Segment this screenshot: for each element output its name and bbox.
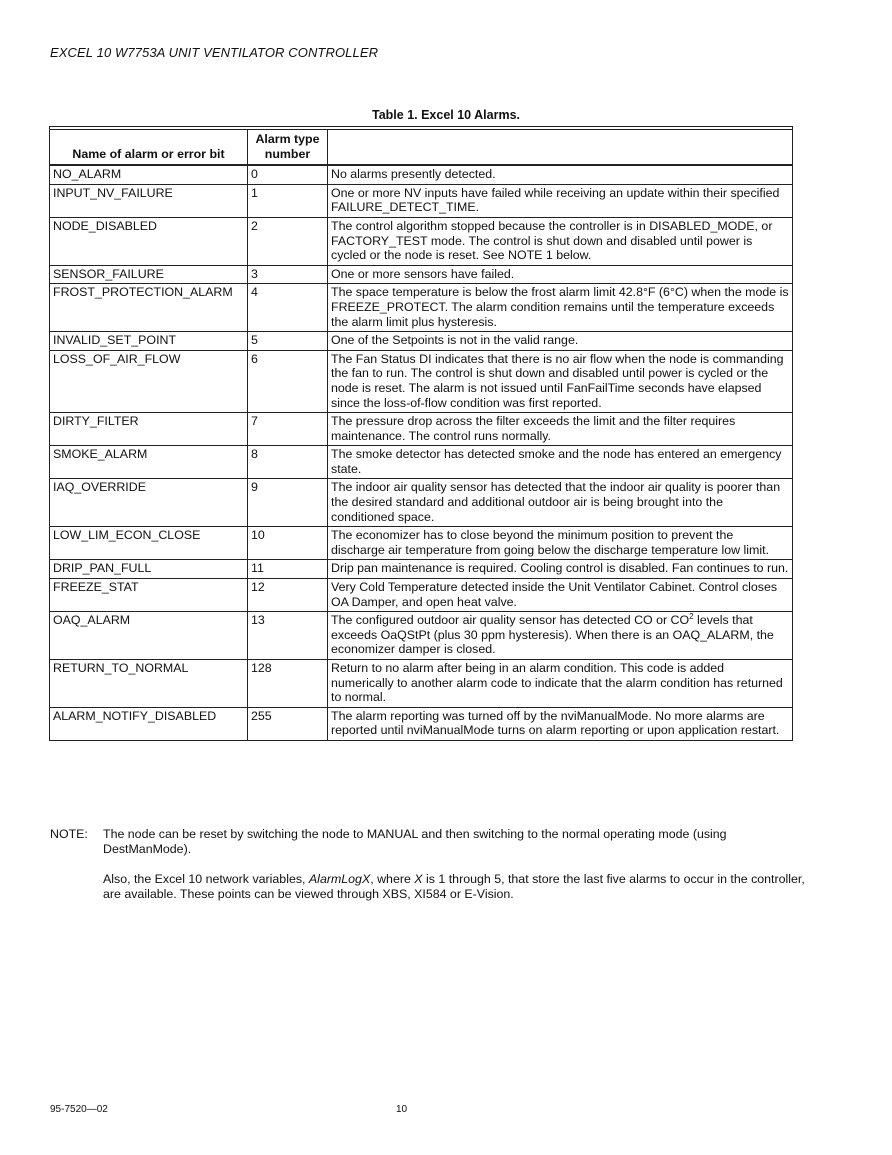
alarm-name: ALARM_NOTIFY_DISABLED bbox=[50, 707, 248, 740]
alarm-number: 13 bbox=[248, 612, 328, 660]
alarm-description: One of the Setpoints is not in the valid range. bbox=[328, 332, 793, 351]
alarm-number: 3 bbox=[248, 265, 328, 284]
alarm-description: One or more sensors have failed. bbox=[328, 265, 793, 284]
alarm-name: SMOKE_ALARM bbox=[50, 446, 248, 479]
table-row bbox=[50, 660, 793, 708]
alarm-description: The control algorithm stopped because the controller is in DISABLED_MODE, or FACTORY_TEST mode. The control is shut down and disabled until power is cycled or the node is reset. See NOTE 1 below. bbox=[328, 217, 793, 265]
column-header-description bbox=[328, 130, 793, 166]
alarm-name: SENSOR_FAILURE bbox=[50, 265, 248, 284]
alarm-description: The space temperature is below the frost alarm limit 42.8°F (6°C) when the mode is FREEZE_PROTECT. The alarm condition remains until the temperature exceeds the alarm limit plus hysteresis. bbox=[328, 284, 793, 332]
alarm-number: 11 bbox=[248, 560, 328, 579]
table-row bbox=[50, 579, 793, 612]
alarm-name: OAQ_ALARM bbox=[50, 612, 248, 660]
alarm-number: 1 bbox=[248, 184, 328, 217]
note-2-text: Also, the Excel 10 network variables, bbox=[103, 872, 309, 886]
alarm-description: The Fan Status DI indicates that there is no air flow when the node is commanding the fan to run. The control is shut down and disabled until power is cycled or the node is reset. The alarm is not issued until FanFailTime seconds have elapsed since the loss-of-flow condition was first reported. bbox=[328, 350, 793, 412]
alarm-number: 0 bbox=[248, 165, 328, 184]
alarm-name: FREEZE_STAT bbox=[50, 579, 248, 612]
alarm-name: RETURN_TO_NORMAL bbox=[50, 660, 248, 708]
note-label: NOTE: bbox=[50, 827, 88, 841]
alarm-description: Very Cold Temperature detected inside the Unit Ventilator Cabinet. Control closes OA Damper, and open heat valve. bbox=[328, 579, 793, 612]
alarm-number: 4 bbox=[248, 284, 328, 332]
alarm-number: 7 bbox=[248, 413, 328, 446]
alarm-number: 128 bbox=[248, 660, 328, 708]
table-row bbox=[50, 560, 793, 579]
alarm-name: IAQ_OVERRIDE bbox=[50, 479, 248, 527]
table-row bbox=[50, 707, 793, 740]
alarm-description: One or more NV inputs have failed while receiving an update within their specified FAILURE_DETECT_TIME. bbox=[328, 184, 793, 217]
table-title: Table 1. Excel 10 Alarms. bbox=[372, 108, 520, 122]
page-number: 10 bbox=[396, 1104, 408, 1115]
alarm-number: 12 bbox=[248, 579, 328, 612]
column-header-number: Alarm type number bbox=[248, 130, 328, 166]
alarms-table bbox=[49, 126, 793, 741]
note-2-variable: X bbox=[414, 872, 423, 886]
alarm-name: LOW_LIM_ECON_CLOSE bbox=[50, 527, 248, 560]
note-2-variable: AlarmLogX bbox=[308, 872, 371, 886]
alarm-name: NODE_DISABLED bbox=[50, 217, 248, 265]
table-row bbox=[50, 527, 793, 560]
note-2-text: is 1 through 5, that store the last five alarms to occur in the controller, are available. These points can be viewed through XBS, XI584 or E-Vision. bbox=[103, 872, 805, 901]
table-row bbox=[50, 612, 793, 660]
table-row bbox=[50, 184, 793, 217]
table-row bbox=[50, 413, 793, 446]
alarm-number: 2 bbox=[248, 217, 328, 265]
alarm-description: Drip pan maintenance is required. Cooling control is disabled. Fan continues to run. bbox=[328, 560, 793, 579]
notes-section bbox=[50, 827, 810, 902]
alarm-description: The indoor air quality sensor has detected that the indoor air quality is poorer than the desired standard and additional outdoor air is being brought into the conditioned space. bbox=[328, 479, 793, 527]
alarm-name: DIRTY_FILTER bbox=[50, 413, 248, 446]
alarm-description: Return to no alarm after being in an alarm condition. This code is added numerically to another alarm code to indicate that the alarm condition has returned to normal. bbox=[328, 660, 793, 708]
alarm-number: 10 bbox=[248, 527, 328, 560]
alarm-number: 6 bbox=[248, 350, 328, 412]
alarm-name: INPUT_NV_FAILURE bbox=[50, 184, 248, 217]
alarm-name: NO_ALARM bbox=[50, 165, 248, 184]
alarm-number: 5 bbox=[248, 332, 328, 351]
alarm-description: No alarms presently detected. bbox=[328, 165, 793, 184]
table-row bbox=[50, 265, 793, 284]
note-2-text: , where bbox=[370, 872, 415, 886]
alarm-number: 9 bbox=[248, 479, 328, 527]
note-2 bbox=[103, 872, 810, 902]
alarm-name: FROST_PROTECTION_ALARM bbox=[50, 284, 248, 332]
alarm-description: The pressure drop across the filter exceeds the limit and the filter requires maintenance. The control runs normally. bbox=[328, 413, 793, 446]
table-row bbox=[50, 284, 793, 332]
table-row bbox=[50, 350, 793, 412]
alarm-number: 255 bbox=[248, 707, 328, 740]
alarm-description: The smoke detector has detected smoke and the node has entered an emergency state. bbox=[328, 446, 793, 479]
note-1: The node can be reset by switching the node to MANUAL and then switching to the normal operating mode (using DestManMode). bbox=[103, 827, 727, 856]
alarm-name: DRIP_PAN_FULL bbox=[50, 560, 248, 579]
table-row bbox=[50, 446, 793, 479]
description-text: The configured outdoor air quality sensor has detected CO or CO bbox=[331, 613, 690, 628]
alarm-name: INVALID_SET_POINT bbox=[50, 332, 248, 351]
column-header-name: Name of alarm or error bit bbox=[50, 130, 248, 166]
alarm-description: The alarm reporting was turned off by the nviManualMode. No more alarms are reported until nviManualMode turns on alarm reporting or upon application restart. bbox=[328, 707, 793, 740]
table-row bbox=[50, 479, 793, 527]
table-row bbox=[50, 165, 793, 184]
table-row bbox=[50, 217, 793, 265]
alarm-name: LOSS_OF_AIR_FLOW bbox=[50, 350, 248, 412]
alarm-description bbox=[328, 612, 793, 660]
superscript-2: 2 bbox=[689, 612, 694, 622]
description-text: levels that exceeds OaQStPt (plus 30 ppm hysteresis). When there is an OAQ_ALARM, the economizer damper is closed. bbox=[331, 613, 774, 657]
table-row bbox=[50, 332, 793, 351]
alarm-description: The economizer has to close beyond the minimum position to prevent the discharge air temperature from going below the discharge temperature low limit. bbox=[328, 527, 793, 560]
page-header: EXCEL 10 W7753A UNIT VENTILATOR CONTROLLER bbox=[50, 45, 379, 60]
alarm-number: 8 bbox=[248, 446, 328, 479]
document-number: 95-7520—02 bbox=[50, 1104, 108, 1115]
